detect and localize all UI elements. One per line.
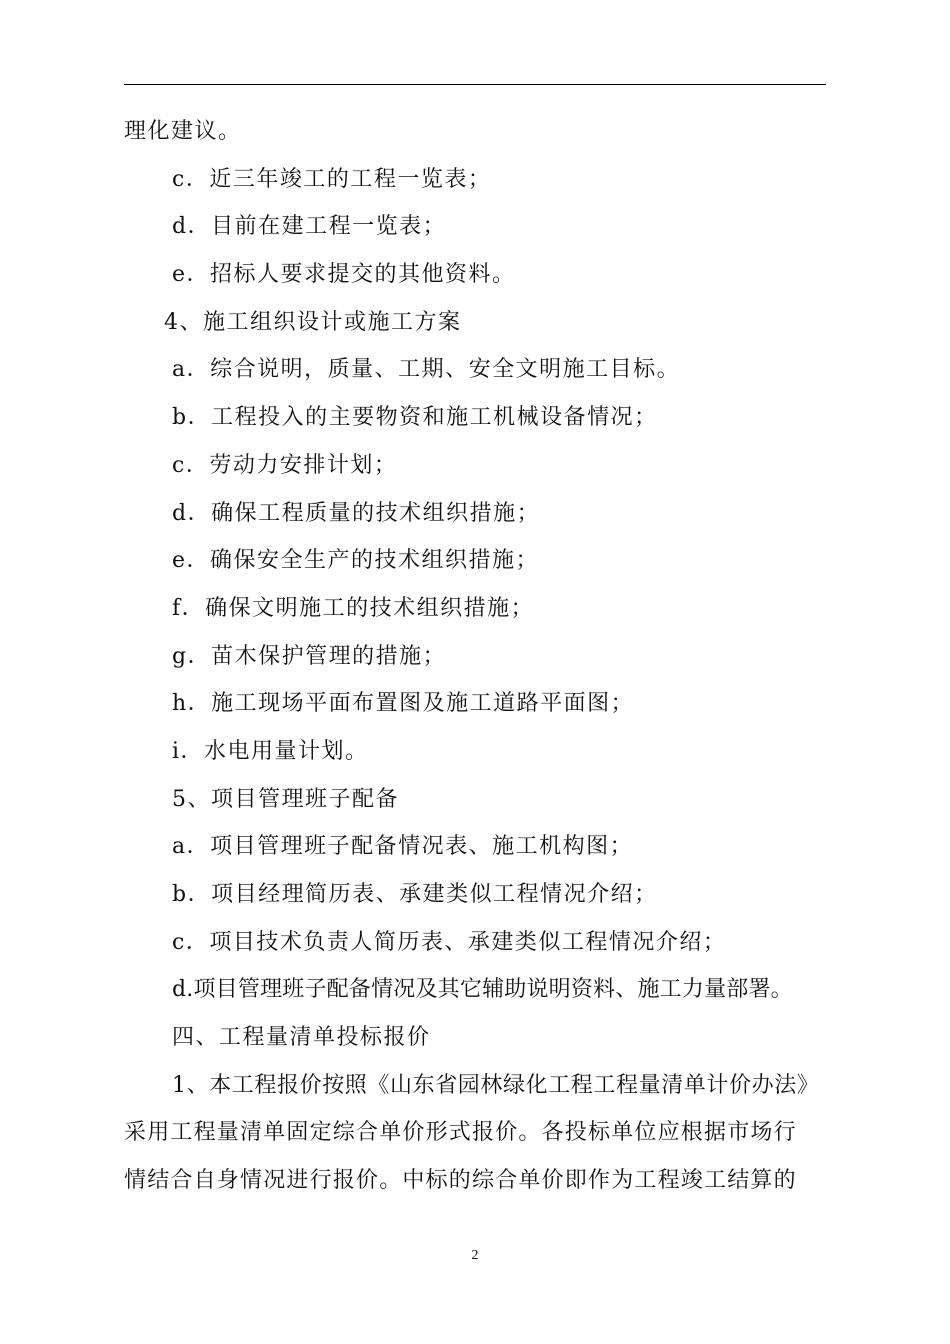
list-item-d: d．确保工程质量的技术组织措施；	[172, 500, 541, 526]
list-item-a: a．综合说明，质量、工期、安全文明施工目标。	[172, 357, 681, 383]
text-line: 理化建议。	[124, 119, 242, 144]
list-item-c: c．近三年竣工的工程一览表；	[172, 166, 492, 192]
list-item-h: h．施工现场平面布置图及施工道路平面图；	[172, 691, 635, 717]
document-body	[124, 108, 826, 1205]
list-item-c: c．项目技术负责人简历表、承建类似工程情况介绍；	[172, 929, 727, 955]
list-item-a: a．项目管理班子配备情况表、施工机构图；	[172, 834, 634, 860]
list-item-b: b．工程投入的主要物资和施工机械设备情况；	[172, 405, 658, 431]
page-number: 2	[471, 1248, 479, 1263]
section-heading-4: 4、施工组织设计或施工方案	[164, 309, 462, 335]
list-item-f: f．确保文明施工的技术组织措施；	[172, 595, 535, 621]
header-rule	[124, 84, 826, 85]
section-heading-four: 四、工程量清单投标报价	[172, 1025, 431, 1051]
list-item-c: c．劳动力安排计划；	[172, 452, 398, 478]
paragraph-line: 采用工程量清单固定综合单价形式报价。各投标单位应根据市场行	[124, 1120, 797, 1146]
list-item-g: g．苗木保护管理的措施；	[172, 643, 447, 669]
paragraph-line: 1、本工程报价按照《山东省园林绿化工程工程量清单计价办法》	[172, 1072, 820, 1098]
paragraph-line: 情结合自身情况进行报价。中标的综合单价即作为工程竣工结算的	[124, 1168, 797, 1194]
list-item-e: e．招标人要求提交的其他资料。	[172, 262, 516, 288]
list-item-d: d．目前在建工程一览表；	[172, 214, 447, 240]
section-heading-5: 5、项目管理班子配备	[172, 786, 399, 812]
list-item-b: b．项目经理简历表、承建类似工程情况介绍；	[172, 882, 658, 907]
list-item-e: e．确保安全生产的技术组织措施；	[172, 548, 540, 574]
list-item-d: d.项目管理班子配备情况及其它辅助说明资料、施工力量部署。	[172, 977, 793, 1003]
list-item-i: i．水电用量计划。	[172, 738, 369, 764]
